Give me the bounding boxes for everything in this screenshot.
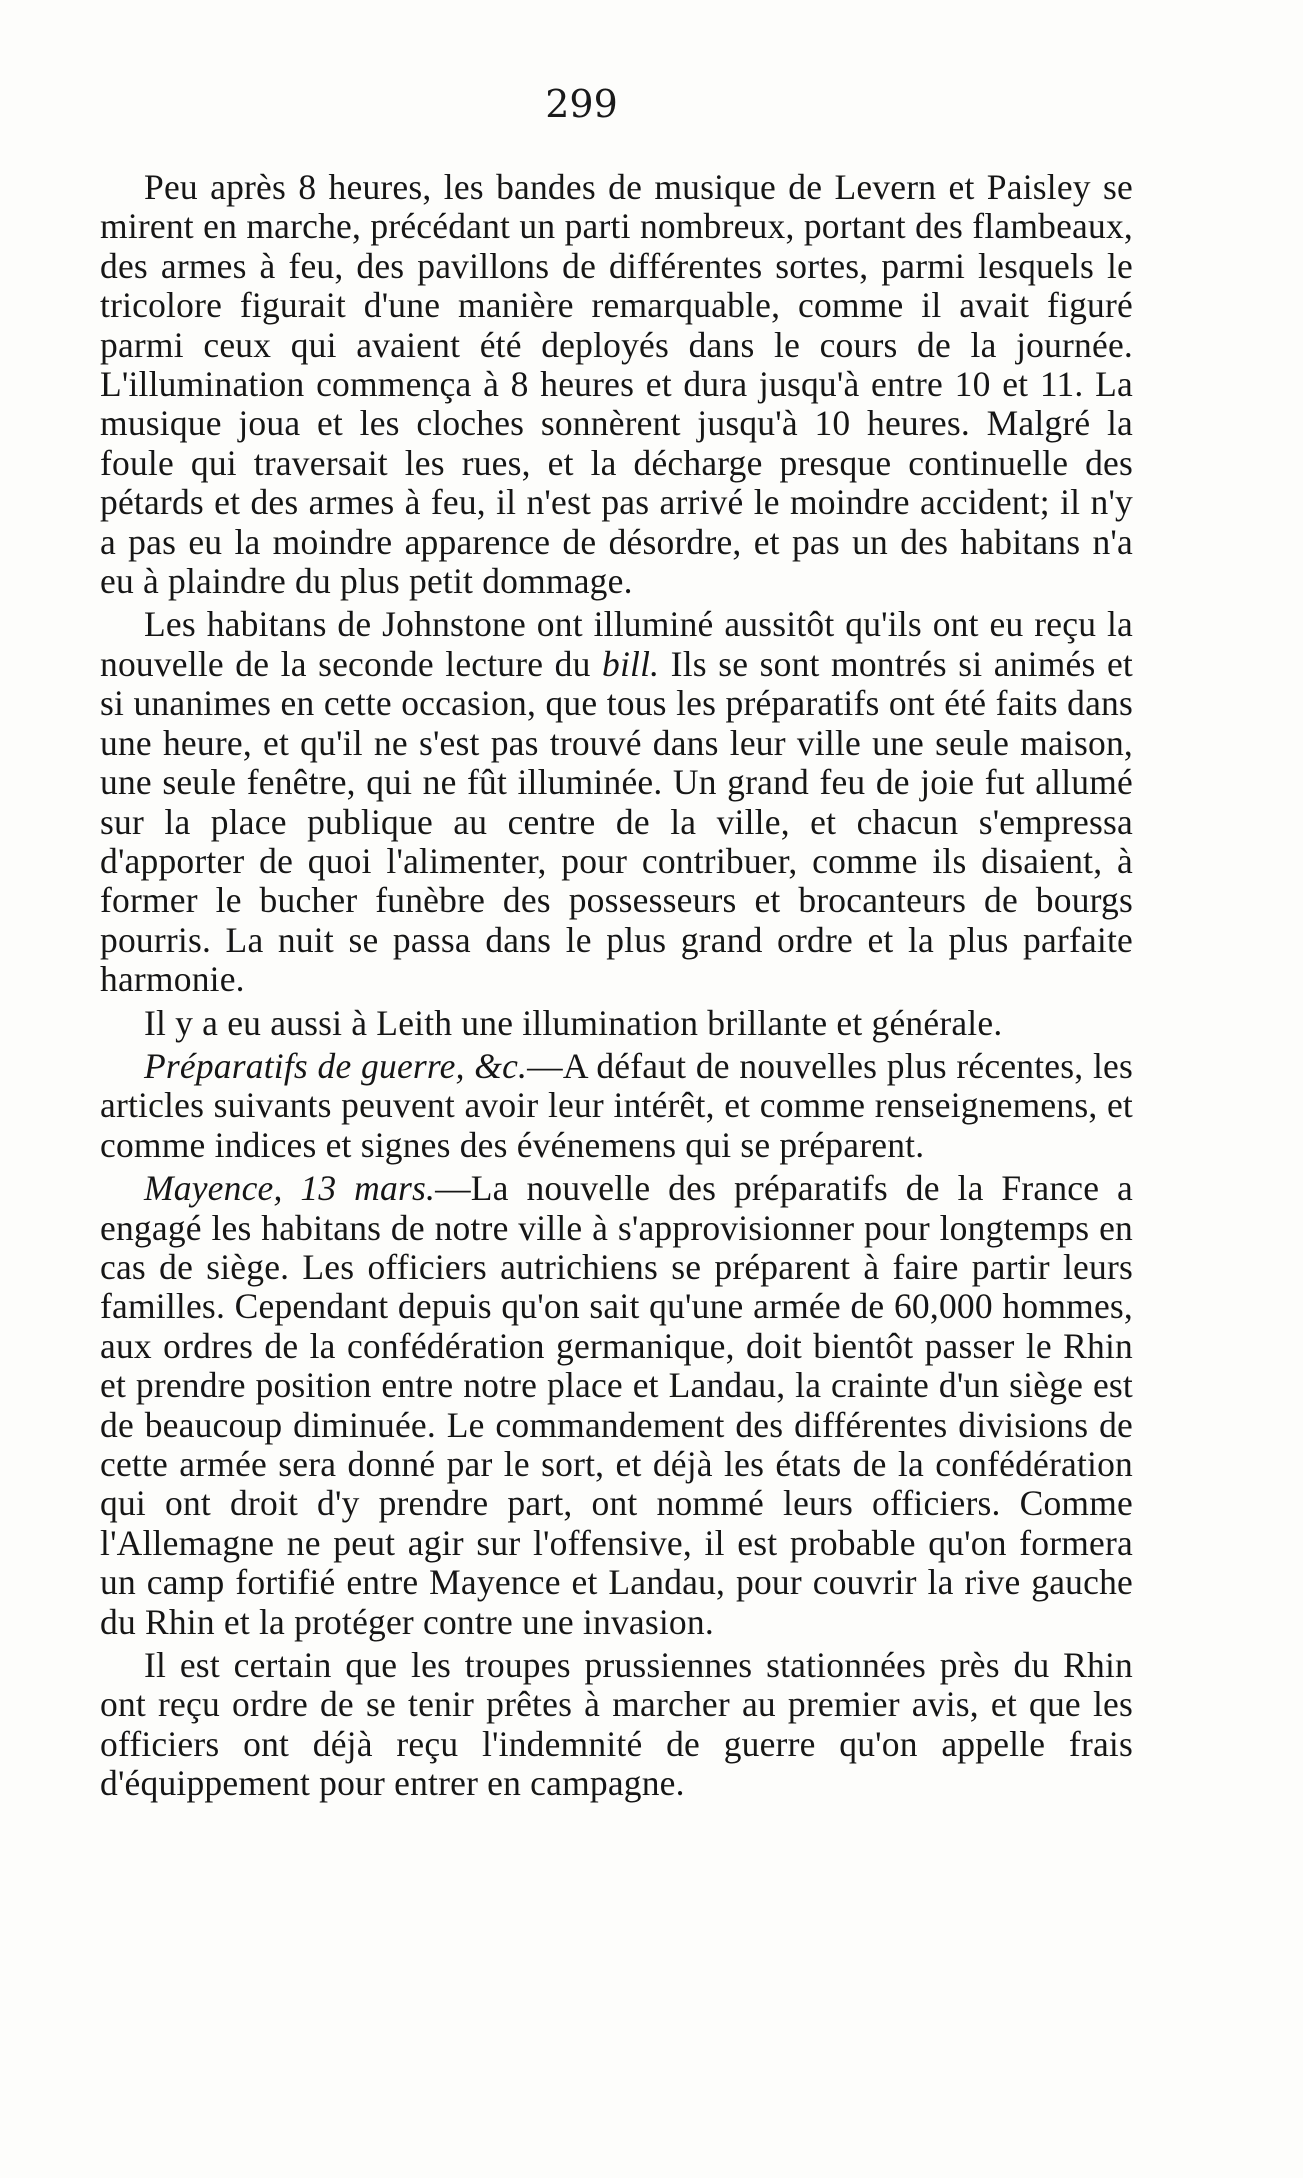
bill-italic: bill. [602, 643, 660, 684]
paragraph-leith: Il y a eu aussi à Leith une illumination brillante et générale. [144, 1002, 1003, 1043]
paragraph-johnstone-rest: Ils se sont montrés si animés et si unanimes en cette occasion, que tous les préparatifs ont été faits dans une heure, et qu'il ne s'est pas trouvé dans leur ville une seule maison, une seule fenêtre, qui ne fût illuminée. Un grand feu de joie fut allumé sur la place publique au centre de la ville, et chacun s'empressa d'apporter de quoi l'alimenter, pour contribuer, comme ils disaient, à former le bucher funèbre des possesseurs et brocanteurs de bourgs pourris. La nuit se passa dans le plus grand ordre et la plus parfaite harmonie. [100, 643, 1133, 1000]
paragraph-mayence-text: —La nouvelle des préparatifs de la France a engagé les habitans de notre ville à s'approvisionner pour longtemps en cas de siège. Les officiers autrichiens se préparent à faire partir leurs familles. Cependant depuis qu'on sait qu'une armée de 60,000 hommes, aux ordres de la confédération germanique, doit bientôt passer le Rhin et prendre position entre notre place et Landau, la crainte d'un siège est de beaucoup diminuée. Le commandement des différentes divisions de cette armée sera donné par le sort, et déjà les états de la confédération qui ont droit d'y prendre part, ont nommé leurs officiers. Comme l'Allemagne ne peut agir sur l'offensive, il est probable qu'on formera un camp fortifié entre Mayence et Landau, pour couvrir la rive gauche du Rhin et la protéger contre une invasion. [100, 1168, 1133, 1642]
paragraph-preparatifs [100, 1047, 1133, 1165]
paragraph-preparatifs-text: —A défaut de nouvelles plus récentes, les articles suivants peuvent avoir leur intérêt, et comme renseignemens, et comme indices et signes des événemens qui se préparent. [100, 1045, 1133, 1165]
body-text [100, 168, 1133, 1804]
paragraph-prussian-troops: Il est certain que les troupes prussiennes stationnées près du Rhin ont reçu ordre de se tenir prêtes à marcher au premier avis, et que les officiers ont déjà reçu l'indemnité de guerre qu'on appelle frais d'équippement pour entrer en campagne. [100, 1645, 1133, 1804]
preparatifs-heading: Préparatifs de guerre, &c. [144, 1045, 528, 1086]
mayence-dateline: Mayence, 13 mars. [144, 1168, 436, 1209]
paragraph-mayence [100, 1169, 1133, 1642]
paragraph-paisley: Peu après 8 heures, les bandes de musique de Levern et Paisley se mirent en marche, précédant un parti nombreux, portant des flambeaux, des armes à feu, des pavillons de différentes sortes, parmi lesquels le tricolore figurait d'une manière remarquable, comme il avait figuré parmi ceux qui avaient été deployés dans le cours de la journée. L'illumination commença à 8 heures et dura jusqu'à entre 10 et 11. La musique joua et les cloches sonnèrent jusqu'à 10 heures. Malgré la foule qui traversait les rues, et la décharge presque continuelle des pétards et des armes à feu, il n'est pas arrivé le moindre accident; il n'y a pas eu la moindre apparence de désordre, et pas un des habitans n'a eu à plaindre du plus petit dommage. [100, 167, 1133, 602]
paragraph-johnstone [100, 605, 1133, 999]
page-number: 299 [545, 82, 618, 126]
paragraph-johnstone-lead: Les habitans de Johnstone ont illuminé aussitôt qu'ils ont eu reçu la nouvelle de la seconde lecture du [100, 604, 1133, 684]
